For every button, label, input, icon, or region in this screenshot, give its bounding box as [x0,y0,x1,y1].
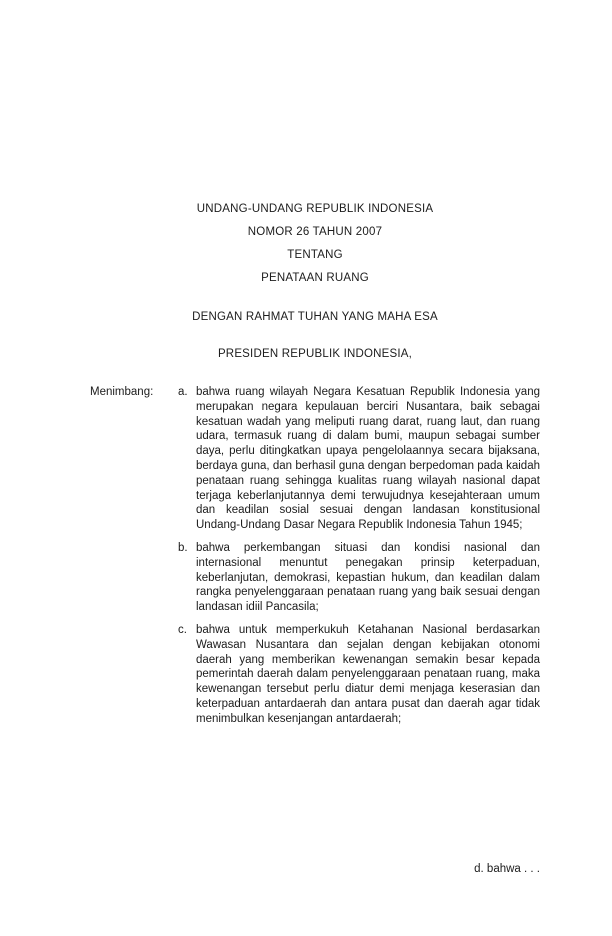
document-content [90,198,540,727]
menimbang-item-a-letter: a. [178,386,188,398]
menimbang-item-b-letter: b. [178,541,188,554]
title-block [90,198,540,290]
menimbang-item-c [178,623,540,727]
menimbang-item-c-letter: c. [178,623,187,636]
invocation-line: DENGAN RAHMAT TUHAN YANG MAHA ESA [192,311,438,323]
menimbang-section [90,385,540,727]
menimbang-item-b-text: bahwa perkembangan situasi dan kondisi nasional dan internasional menuntut penegakan prinsip keterpaduan, keberlanjutan, demokrasi, kepastian hukum, dan keadilan dalam rangka penyelenggaraan penataan ruang yang baik sesuai dengan landasan idiil Pancasila; [196,541,540,614]
menimbang-items [178,385,540,727]
menimbang-item-c-text: bahwa untuk memperkukuh Ketahanan Nasional berdasarkan Wawasan Nusantara dan sejalan dengan kebijakan otonomi daerah yang memberikan kewenangan semakin besar kepada pemerintah daerah dalam penyelenggaraan penataan ruang, maka kewenangan tersebut perlu diatur demi menjaga keserasian dan keterpaduan antardaerah dan antara pusat dan daerah agar tidak menimbulkan kesenjangan antardaerah; [196,623,540,725]
salutation-line: PRESIDEN REPUBLIK INDONESIA, [217,348,413,360]
document-title-line-2: NOMOR 26 TAHUN 2007 [247,226,383,238]
document-title-line-1: UNDANG-UNDANG REPUBLIK INDONESIA [196,203,434,215]
document-title-line-3: TENTANG [287,249,343,261]
menimbang-label: Menimbang: [90,386,154,398]
page-continuation-marker: d. bahwa . . . [474,863,540,875]
document-title-line-4: PENATAAN RUANG [261,272,369,284]
menimbang-item-a [178,385,540,533]
menimbang-item-b [178,541,540,615]
menimbang-item-a-text: bahwa ruang wilayah Negara Kesatuan Republik Indonesia yang merupakan negara kepulauan berciri Nusantara, baik sebagai kesatuan wadah yang meliputi ruang darat, ruang laut, dan ruang udara, termasuk ruang di dalam bumi, maupun sebagai sumber daya, perlu ditingkatkan upaya pengelolaannya secara bijaksana, berdaya guna, dan berhasil guna dengan berpedoman pada kaidah penataan ruang sehingga kualitas ruang wilayah nasional dapat terjaga keberlanjutannya demi terwujudnya kesejahteraan umum dan keadilan sosial sesuai dengan landasan konstitusional Undang-Undang Dasar Negara Republik Indonesia Tahun 1945; [196,386,540,532]
